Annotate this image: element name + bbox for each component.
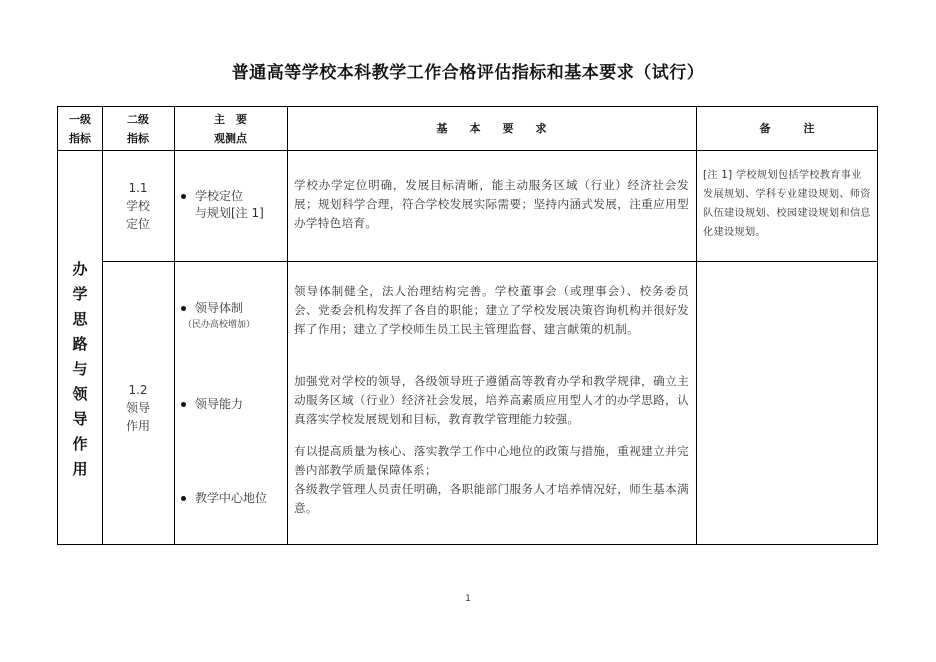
level1-indicator-text bbox=[72, 257, 88, 482]
requirements-cell-1-1 bbox=[287, 150, 696, 261]
observation-label-text: 领导能力 bbox=[195, 397, 244, 411]
observation-label-text: 领导体制 bbox=[195, 301, 244, 315]
level1-char: 作 bbox=[72, 435, 88, 453]
level1-char: 学 bbox=[72, 285, 88, 303]
bullet-icon bbox=[181, 496, 186, 501]
requirement-paragraph: 加强党对学校的领导，各级领导班子遵循高等教育办学和教学规律，确立主动服务区域（行业）经济社会发展，培养高素质应用型人才的办学思路，认真落实学校发展规划和目标，教育教学管理能力较强。 bbox=[294, 374, 689, 426]
header-level2-line2: 指标 bbox=[127, 131, 149, 145]
observation-item bbox=[181, 300, 255, 334]
requirement-paragraph: 各级教学管理人员责任明确，各职能部门服务人才培养情况好，师生基本满意。 bbox=[294, 482, 689, 515]
observation-item bbox=[181, 490, 267, 507]
level1-char: 导 bbox=[72, 410, 88, 428]
bullet-icon bbox=[181, 306, 186, 311]
requirement-paragraph: 领导体制健全，法人治理结构完善。学校董事会（或理事会）、校务委员会、党委会机构发挥了各自的职能；建立了学校发展决策咨询机构并很好发挥了作用；建立了学校师生员工民主管理监督、建言献策的机制。 bbox=[294, 284, 689, 336]
evaluation-table bbox=[57, 106, 878, 545]
header-observation bbox=[174, 107, 287, 150]
document-title: 普通高等学校本科教学工作合格评估指标和基本要求（试行） bbox=[231, 63, 705, 83]
header-level1 bbox=[58, 107, 102, 150]
level1-char: 办 bbox=[72, 260, 88, 278]
header-level1-line1: 一级 bbox=[69, 112, 91, 126]
level1-char: 与 bbox=[72, 360, 88, 378]
level1-char: 用 bbox=[72, 460, 88, 478]
level2-indicator-1-2 bbox=[102, 261, 174, 546]
requirement-paragraph: 有以提高质量为核心、落实教学工作中心地位的政策与措施，重视建立并完善内部教学质量保障体系； bbox=[294, 444, 689, 477]
indicator-name-line: 作用 bbox=[125, 418, 150, 433]
header-observation-line1: 主 要 bbox=[214, 112, 247, 126]
observation-cell-1-2 bbox=[174, 261, 287, 546]
header-level2 bbox=[102, 107, 174, 150]
header-remarks-label: 备 注 bbox=[759, 122, 815, 135]
remark-note: [注 1] 学校规划包括学校教育事业发展规划、学科专业建设规划、师资队伍建设规划、校园建设规划和信息化建设规划。 bbox=[703, 170, 871, 238]
header-requirements-label: 基 本 要 求 bbox=[436, 122, 547, 135]
observation-item bbox=[181, 188, 264, 222]
level1-char: 思 bbox=[72, 310, 88, 328]
header-requirements bbox=[287, 107, 696, 150]
observation-cell-1-1 bbox=[174, 150, 287, 261]
observation-label bbox=[195, 188, 264, 222]
level1-indicator bbox=[58, 150, 102, 546]
header-level2-line1: 二级 bbox=[127, 112, 149, 126]
page-number: 1 bbox=[465, 594, 471, 604]
indicator-name-line: 学校 bbox=[125, 198, 150, 213]
bullet-icon bbox=[181, 194, 186, 199]
level2-indicator-1-1 bbox=[102, 150, 174, 261]
indicator-name-line: 定位 bbox=[125, 216, 150, 231]
level1-char: 路 bbox=[72, 335, 88, 353]
observation-label-text: 教学中心地位 bbox=[195, 491, 268, 505]
header-level1-line2: 指标 bbox=[69, 131, 91, 145]
remarks-cell-1-2 bbox=[696, 261, 878, 546]
observation-label bbox=[183, 300, 256, 334]
header-remarks bbox=[696, 107, 878, 150]
header-observation-line2: 观测点 bbox=[214, 131, 247, 145]
observation-sub-note: （民办高校增加） bbox=[183, 320, 256, 330]
level1-char: 领 bbox=[72, 385, 88, 403]
observation-item bbox=[181, 396, 243, 413]
requirements-cell-1-2 bbox=[287, 261, 696, 546]
observation-label-line: 与规划[注 1] bbox=[195, 206, 264, 220]
indicator-code: 1.1 bbox=[128, 180, 148, 195]
observation-label-line: 学校定位 bbox=[195, 189, 244, 203]
indicator-name-line: 领导 bbox=[125, 400, 150, 415]
requirement-paragraph: 学校办学定位明确，发展目标清晰，能主动服务区域（行业）经济社会发展；规划科学合理，符合学校发展实际需要；坚持内涵式发展，注重应用型办学特色培育。 bbox=[294, 178, 689, 230]
remarks-cell-1-1 bbox=[696, 150, 878, 261]
bullet-icon bbox=[181, 402, 186, 407]
indicator-code: 1.2 bbox=[128, 382, 148, 397]
